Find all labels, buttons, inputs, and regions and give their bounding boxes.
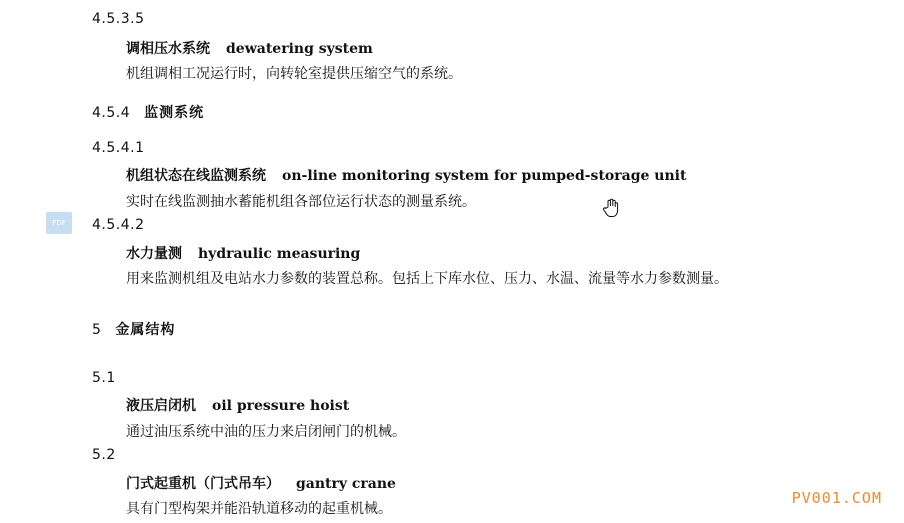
term-definition: 用来监测机组及电站水力参数的装置总称。包括上下库水位、压力、水温、流量等水力参数测量。 bbox=[126, 271, 728, 287]
term-definition: 机组调相工况运行时，向转轮室提供压缩空气的系统。 bbox=[126, 66, 462, 82]
term-heading: 机组状态在线监测系统 on-line monitoring system for pumped-storage unit bbox=[126, 168, 687, 184]
clause-number: 4.5.3.5 bbox=[92, 11, 145, 27]
term-heading: 调相压水系统 dewatering system bbox=[126, 41, 373, 57]
term-definition: 实时在线监测抽水蓄能机组各部位运行状态的测量系统。 bbox=[126, 194, 476, 210]
clause-number: 5.2 bbox=[92, 447, 116, 463]
clause-number: 4.5.4.1 bbox=[92, 140, 145, 156]
side-tab-icon[interactable]: PDF bbox=[46, 212, 72, 234]
term-heading: 液压启闭机 oil pressure hoist bbox=[126, 398, 350, 414]
term-definition: 具有门型构架并能沿轨道移动的起重机械。 bbox=[126, 501, 392, 517]
term-heading: 水力量测 hydraulic measuring bbox=[126, 246, 361, 262]
clause-number: 5.1 bbox=[92, 370, 116, 386]
section-heading: 4.5.4 监测系统 bbox=[92, 105, 205, 121]
term-definition: 通过油压系统中油的压力来启闭闸门的机械。 bbox=[126, 424, 406, 440]
watermark: PV001.COM bbox=[791, 489, 882, 507]
clause-number: 4.5.4.2 bbox=[92, 217, 145, 233]
section-heading: 5 金属结构 bbox=[92, 322, 176, 338]
term-heading: 门式起重机（门式吊车） gantry crane bbox=[126, 476, 396, 492]
hand-cursor-icon bbox=[602, 198, 620, 218]
